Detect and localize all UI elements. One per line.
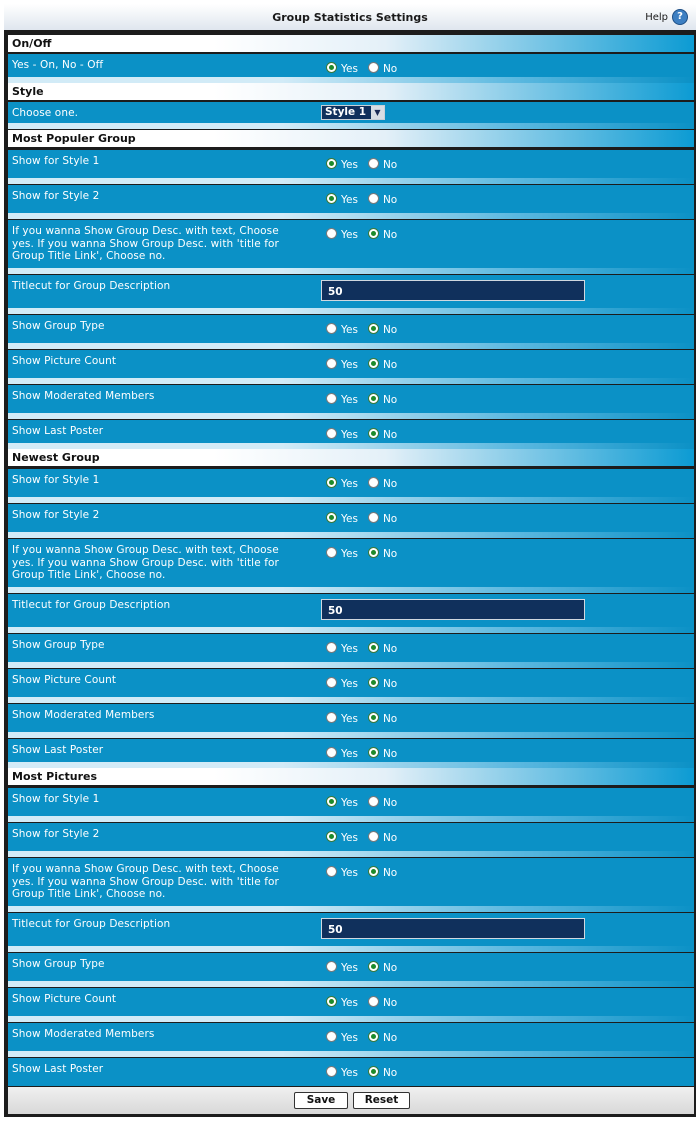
row-label: Show Picture Count bbox=[12, 674, 117, 686]
yes-no-radio-group bbox=[326, 512, 397, 525]
radio-yes[interactable] bbox=[326, 358, 337, 369]
save-button[interactable]: Save bbox=[294, 1092, 348, 1109]
radio-no[interactable] bbox=[368, 158, 379, 169]
yes-no-radio-group bbox=[326, 477, 397, 490]
row-label: Show Group Type bbox=[12, 320, 105, 332]
row-newest-desc bbox=[8, 539, 694, 593]
row-label: Yes - On, No - Off bbox=[12, 59, 104, 71]
radio-yes-label: Yes bbox=[341, 678, 358, 690]
radio-yes-label: Yes bbox=[341, 394, 358, 406]
radio-yes-label: Yes bbox=[341, 429, 358, 441]
radio-no-label: No bbox=[382, 394, 398, 406]
radio-no[interactable] bbox=[368, 1066, 379, 1077]
row-label: If you wanna Show Group Desc. with text, Choose yes. If you wanna Show Group Desc. with 'title for Group Title Link', Choose no. bbox=[12, 544, 279, 581]
section-style: Style bbox=[8, 83, 694, 100]
radio-no[interactable] bbox=[368, 831, 379, 842]
row-popular-moderated bbox=[8, 385, 694, 419]
row-label: If you wanna Show Group Desc. with text, Choose yes. If you wanna Show Group Desc. with 'title for Group Title Link', Choose no. bbox=[12, 863, 279, 900]
row-pictures-grouptype bbox=[8, 953, 694, 987]
row-popular-lastposter bbox=[8, 420, 694, 449]
radio-yes[interactable] bbox=[326, 642, 337, 653]
row-label: Show Last Poster bbox=[12, 744, 104, 756]
page-title: Group Statistics Settings bbox=[272, 11, 428, 24]
radio-yes[interactable] bbox=[326, 961, 337, 972]
yes-no-radio-group bbox=[326, 358, 397, 371]
radio-no-label: No bbox=[382, 159, 398, 171]
reset-button[interactable]: Reset bbox=[353, 1092, 410, 1109]
panel-header bbox=[4, 4, 696, 30]
radio-no[interactable] bbox=[368, 796, 379, 807]
radio-no-label: No bbox=[382, 962, 398, 974]
yes-no-radio-group bbox=[326, 677, 397, 690]
row-newest-lastposter bbox=[8, 739, 694, 768]
row-popular-titlecut bbox=[8, 275, 694, 314]
yes-no-radio-group bbox=[326, 193, 397, 206]
radio-yes-label: Yes bbox=[341, 797, 358, 809]
yes-no-radio-group bbox=[326, 158, 397, 171]
radio-yes[interactable] bbox=[326, 323, 337, 334]
row-popular-style2 bbox=[8, 185, 694, 219]
radio-no-label: No bbox=[382, 229, 398, 241]
radio-yes[interactable] bbox=[326, 428, 337, 439]
radio-yes-label: Yes bbox=[341, 1067, 358, 1079]
radio-yes[interactable] bbox=[326, 193, 337, 204]
row-popular-grouptype bbox=[8, 315, 694, 349]
radio-no-label: No bbox=[382, 832, 398, 844]
row-label: Show Moderated Members bbox=[12, 1028, 155, 1040]
row-style bbox=[8, 102, 694, 129]
row-newest-grouptype bbox=[8, 634, 694, 668]
section-newest: Newest Group bbox=[8, 449, 694, 466]
yes-no-radio-group bbox=[326, 1066, 397, 1079]
yes-no-radio-group bbox=[326, 323, 397, 336]
radio-yes-label: Yes bbox=[341, 713, 358, 725]
row-pictures-style2 bbox=[8, 823, 694, 857]
radio-no[interactable] bbox=[368, 866, 379, 877]
radio-yes-label: Yes bbox=[341, 962, 358, 974]
row-onoff bbox=[8, 54, 694, 83]
radio-yes[interactable] bbox=[326, 712, 337, 723]
radio-yes[interactable] bbox=[326, 677, 337, 688]
radio-no[interactable] bbox=[368, 961, 379, 972]
chevron-down-icon[interactable]: ▼ bbox=[371, 106, 384, 119]
radio-no[interactable] bbox=[368, 996, 379, 1007]
radio-no-label: No bbox=[382, 797, 398, 809]
radio-yes-label: Yes bbox=[341, 478, 358, 490]
radio-no-label: No bbox=[382, 678, 398, 690]
radio-no-label: No bbox=[382, 194, 398, 206]
radio-yes[interactable] bbox=[326, 866, 337, 877]
radio-yes[interactable] bbox=[326, 477, 337, 488]
radio-no-label: No bbox=[382, 1067, 398, 1079]
yes-no-radio-group bbox=[326, 961, 397, 974]
radio-no[interactable] bbox=[368, 393, 379, 404]
row-label: Choose one. bbox=[12, 107, 79, 119]
yes-no-radio-group bbox=[326, 866, 397, 879]
titlecut-input[interactable]: 50 bbox=[321, 918, 585, 939]
help-icon[interactable]: ? bbox=[672, 9, 688, 25]
section-onoff: On/Off bbox=[8, 35, 694, 52]
yes-no-radio-group bbox=[326, 428, 397, 441]
row-label: Show for Style 2 bbox=[12, 190, 100, 202]
radio-yes[interactable] bbox=[326, 831, 337, 842]
yes-no-radio-group bbox=[326, 747, 397, 760]
titlecut-input[interactable]: 50 bbox=[321, 280, 585, 301]
row-label: Show for Style 1 bbox=[12, 793, 100, 805]
row-popular-piccount bbox=[8, 350, 694, 384]
section-popular: Most Populer Group bbox=[8, 130, 694, 147]
help-link[interactable]: Help bbox=[645, 12, 668, 23]
radio-yes-label: Yes bbox=[341, 194, 358, 206]
yes-no-radio-group bbox=[326, 712, 397, 725]
radio-no[interactable] bbox=[368, 677, 379, 688]
row-popular-style1 bbox=[8, 150, 694, 184]
radio-yes-label: Yes bbox=[341, 548, 358, 560]
row-label: Titlecut for Group Description bbox=[12, 918, 171, 930]
radio-no-label: No bbox=[382, 429, 398, 441]
yes-no-radio-group bbox=[326, 62, 397, 75]
style-select-value: Style 1 bbox=[325, 106, 367, 118]
yes-no-radio-group bbox=[326, 547, 397, 560]
radio-no[interactable] bbox=[368, 428, 379, 439]
row-label: Titlecut for Group Description bbox=[12, 599, 171, 611]
row-label: Show Moderated Members bbox=[12, 709, 155, 721]
row-label: Show for Style 1 bbox=[12, 155, 100, 167]
radio-yes[interactable] bbox=[326, 158, 337, 169]
radio-yes[interactable] bbox=[326, 1031, 337, 1042]
radio-yes-label: Yes bbox=[341, 159, 358, 171]
form-footer bbox=[8, 1087, 694, 1114]
radio-yes[interactable] bbox=[326, 62, 337, 73]
radio-no[interactable] bbox=[368, 1031, 379, 1042]
radio-yes[interactable] bbox=[326, 747, 337, 758]
row-pictures-lastposter bbox=[8, 1058, 694, 1086]
row-newest-piccount bbox=[8, 669, 694, 703]
radio-no-label: No bbox=[382, 63, 398, 75]
row-label: Show Moderated Members bbox=[12, 390, 155, 402]
row-newest-moderated bbox=[8, 704, 694, 738]
yes-no-radio-group bbox=[326, 831, 397, 844]
radio-yes[interactable] bbox=[326, 996, 337, 1007]
radio-no-label: No bbox=[382, 643, 398, 655]
row-label: Show Picture Count bbox=[12, 993, 117, 1005]
radio-yes-label: Yes bbox=[341, 643, 358, 655]
radio-yes-label: Yes bbox=[341, 748, 358, 760]
radio-no-label: No bbox=[382, 748, 398, 760]
row-label: Show Picture Count bbox=[12, 355, 117, 367]
row-label: Show for Style 2 bbox=[12, 828, 100, 840]
row-pictures-moderated bbox=[8, 1023, 694, 1057]
radio-yes[interactable] bbox=[326, 1066, 337, 1077]
row-popular-desc bbox=[8, 220, 694, 274]
radio-no[interactable] bbox=[368, 228, 379, 239]
radio-yes-label: Yes bbox=[341, 832, 358, 844]
radio-no-label: No bbox=[382, 997, 398, 1009]
radio-no-label: No bbox=[382, 713, 398, 725]
row-pictures-desc bbox=[8, 858, 694, 912]
radio-yes-label: Yes bbox=[341, 63, 358, 75]
row-label: Show Group Type bbox=[12, 639, 105, 651]
radio-no-label: No bbox=[382, 513, 398, 525]
radio-no[interactable] bbox=[368, 62, 379, 73]
radio-yes[interactable] bbox=[326, 512, 337, 523]
radio-no[interactable] bbox=[368, 512, 379, 523]
radio-yes-label: Yes bbox=[341, 1032, 358, 1044]
radio-yes[interactable] bbox=[326, 547, 337, 558]
radio-no[interactable] bbox=[368, 477, 379, 488]
radio-yes[interactable] bbox=[326, 393, 337, 404]
radio-yes-label: Yes bbox=[341, 359, 358, 371]
style-select[interactable] bbox=[321, 105, 385, 120]
row-label: Titlecut for Group Description bbox=[12, 280, 171, 292]
row-label: If you wanna Show Group Desc. with text, Choose yes. If you wanna Show Group Desc. with 'title for Group Title Link', Choose no. bbox=[12, 225, 279, 262]
row-label: Show for Style 2 bbox=[12, 509, 100, 521]
yes-no-radio-group bbox=[326, 1031, 397, 1044]
yes-no-radio-group bbox=[326, 642, 397, 655]
yes-no-radio-group bbox=[326, 393, 397, 406]
section-pictures: Most Pictures bbox=[8, 768, 694, 785]
radio-yes-label: Yes bbox=[341, 867, 358, 879]
row-label: Show Group Type bbox=[12, 958, 105, 970]
radio-yes[interactable] bbox=[326, 796, 337, 807]
row-pictures-titlecut bbox=[8, 913, 694, 952]
row-newest-titlecut bbox=[8, 594, 694, 633]
row-newest-style1 bbox=[8, 469, 694, 503]
radio-yes-label: Yes bbox=[341, 513, 358, 525]
row-pictures-style1 bbox=[8, 788, 694, 822]
radio-no[interactable] bbox=[368, 193, 379, 204]
row-label: Show for Style 1 bbox=[12, 474, 100, 486]
radio-yes-label: Yes bbox=[341, 997, 358, 1009]
row-pictures-piccount bbox=[8, 988, 694, 1022]
radio-no-label: No bbox=[382, 1032, 398, 1044]
titlecut-input[interactable]: 50 bbox=[321, 599, 585, 620]
radio-no-label: No bbox=[382, 324, 398, 336]
radio-yes-label: Yes bbox=[341, 324, 358, 336]
yes-no-radio-group bbox=[326, 996, 397, 1009]
yes-no-radio-group bbox=[326, 228, 397, 241]
radio-no-label: No bbox=[382, 867, 398, 879]
radio-no[interactable] bbox=[368, 358, 379, 369]
radio-no-label: No bbox=[382, 478, 398, 490]
row-newest-style2 bbox=[8, 504, 694, 538]
radio-yes[interactable] bbox=[326, 228, 337, 239]
radio-no-label: No bbox=[382, 548, 398, 560]
radio-no[interactable] bbox=[368, 547, 379, 558]
radio-no-label: No bbox=[382, 359, 398, 371]
yes-no-radio-group bbox=[326, 796, 397, 809]
radio-yes-label: Yes bbox=[341, 229, 358, 241]
radio-no[interactable] bbox=[368, 642, 379, 653]
row-label: Show Last Poster bbox=[12, 425, 104, 437]
radio-no[interactable] bbox=[368, 747, 379, 758]
radio-no[interactable] bbox=[368, 712, 379, 723]
row-label: Show Last Poster bbox=[12, 1063, 104, 1075]
radio-no[interactable] bbox=[368, 323, 379, 334]
